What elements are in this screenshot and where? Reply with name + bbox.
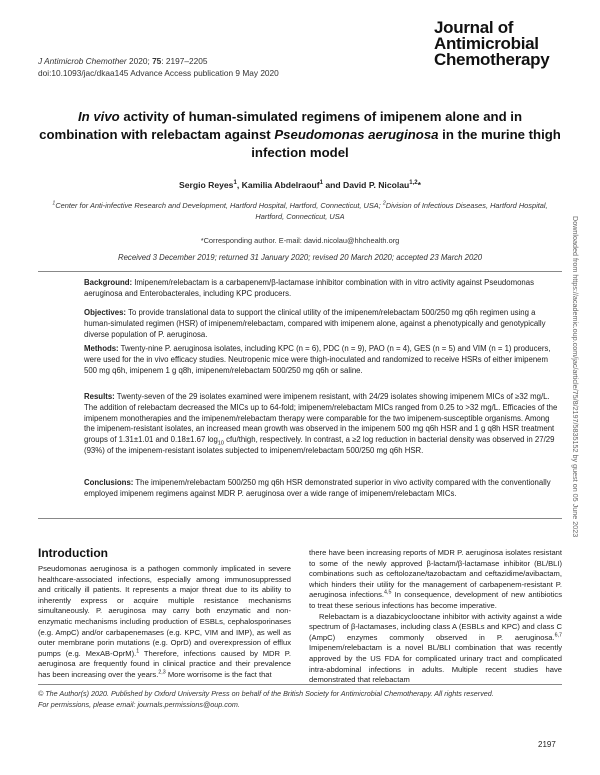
copyright-footer: [38, 688, 562, 710]
body-text: there have been increasing reports of MDR P. aeruginosa isolates resistant to some of the newly approved β-lactam/β-lactamase inhibitor (BL/BLI) combinations such as ceftolozane/tazobactam and ceftazidime/avibactam, which hinders their utility for the management of carbapenem-resistant P. aeruginosa infections.: [309, 548, 562, 600]
author-affil-mark: 1: [319, 180, 323, 187]
abstract-text: cfu/thigh, respectively. In contrast, a ≥2 log reduction in bacterial density was observed in 27/29 (93%) of the imipenem-resistant isolates subjected to imipenem/relebactam 500/250 mg q6h HSR.: [84, 435, 555, 455]
abstract-label: Background:: [84, 278, 133, 287]
abstract-label: Methods:: [84, 344, 119, 353]
title-part: Pseudomonas aeruginosa: [274, 127, 439, 142]
citation-line: [38, 55, 279, 67]
abstract-results: [84, 392, 562, 457]
citation-volume: 75: [152, 56, 162, 66]
affiliation: Division of Infectious Diseases, Hartford Hospital, Hartford, Connecticut, USA: [255, 201, 548, 221]
section-heading: Introduction: [38, 546, 108, 560]
author-name: David P. Nicolau: [343, 180, 410, 190]
citation-ref: 2,3: [158, 669, 166, 676]
received-dates: Received 3 December 2019; returned 31 January 2020; revised 20 March 2020; accepted 23 March 2020: [117, 253, 483, 262]
abstract-label: Objectives:: [84, 308, 127, 317]
body-column-right: [309, 548, 562, 686]
abstract-conclusions: [84, 478, 562, 500]
citation-ref: 6,7: [554, 632, 562, 639]
journal-logo-line: Chemotherapy: [434, 50, 550, 69]
affil-mark: 2: [382, 200, 386, 207]
title-part: in the murine thigh infection model: [251, 127, 561, 160]
abstract-label: Results:: [84, 392, 115, 401]
body-paragraph: [38, 564, 291, 681]
copyright-line: © The Author(s) 2020. Published by Oxford University Press on behalf of the British Society for Antimicrobial Chemotherapy. All rights reserved.: [38, 689, 494, 698]
citation-block: [38, 55, 279, 79]
abstract-text: Twenty-seven of the 29 isolates examined were imipenem resistant, with 24/29 isolates showing imipenem MICs of ≥32 mg/L. The addition of relebactam decreased the MICs up to 64-fold; imipenem/relebactam MICs ranged from 0.25 to >32 mg/L. Efficacies of the imipenem monotherapies and the imipenem/relebactam therapy were comparable for the two imipenem-susceptible organisms. Among the imipenem-resistant isolates, an increased mean growth was observed in the imipenem 500 mg q6h HSR and 1 g q8h HSR treatment groups of 1.31±1.01 and 0.18±1.67 log: [84, 392, 558, 445]
abstract-text: Twenty-nine P. aeruginosa isolates, including KPC (n = 6), PDC (n = 9), PAO (n = 4), GES (n = 5) and VIM (n = 1) producers, were used for the in vivo efficacy studies. Neutropenic mice were thigh-inoculated and randomized to receive HSRs of either imipenem 500 mg q6h, imipenem 1 g q8h, imipenem/relebactam 500/250 mg q6h or saline.: [84, 344, 551, 375]
download-sidebar: [572, 216, 582, 616]
title-part: activity of human-simulated regimens of imipenem alone and in combination with relebactam against: [39, 109, 523, 142]
permissions-line: For permissions, please email: journals.permissions@oup.com.: [38, 700, 240, 709]
affiliations: [38, 200, 562, 222]
divider: [38, 271, 562, 272]
corresponding-author: *Corresponding author. E-mail: david.nicolau@hhchealth.org: [200, 236, 400, 245]
citation-detail: 2020;: [126, 56, 153, 66]
body-text: Relebactam is a diazabicyclooctane inhibitor with activity against a wide spectrum of β-lactamases, including class A (ESBLs and KPC) and class C (AmpC) enzymes commonly observed in P. aeruginosa.: [309, 611, 562, 642]
body-column-left: [38, 564, 291, 681]
author-name: Sergio Reyes: [179, 180, 234, 190]
body-paragraph: [309, 548, 562, 612]
body-text: Therefore, infections caused by MDR P. aeruginosa are frequently found in clinical practice and their prevalence has been increasing over the years.: [38, 648, 291, 679]
abstract-label: Conclusions:: [84, 478, 134, 487]
abstract-text: Imipenem/relebactam is a carbapenem/β-lactamase inhibitor combination with in vitro activity against Pseudomonas aeruginosa and Enterobacterales, including KPC producers.: [84, 278, 534, 298]
affiliation: Center for Anti-infective Research and Development, Hartford Hospital, Hartford, Connecticut, USA;: [55, 201, 383, 210]
citation-ref: 1: [136, 648, 140, 655]
journal-logo: [434, 20, 584, 68]
divider: [38, 684, 562, 685]
abstract-text: The imipenem/relebactam 500/250 mg q6h HSR demonstrated superior in vivo activity compared with the conventionally employed imipenem regimens against MDR P. aeruginosa over a wide range of imipenem/relebactam MICs.: [84, 478, 551, 498]
abstract-objectives: [84, 308, 562, 340]
divider: [38, 518, 562, 519]
download-note: Downloaded from https://academic.oup.com/jac/article/75/8/2197/5835152 by guest on 05 June 2023: [571, 216, 580, 538]
citation-ref: 4,5: [384, 589, 392, 596]
body-paragraph: [309, 612, 562, 686]
citation-journal: J Antimicrob Chemother: [38, 56, 127, 66]
affil-mark: 1: [52, 200, 56, 207]
abstract-text: To provide translational data to support the clinical utility of the imipenem/relebactam 500/250 mg q6h regimen using a human-simulated regimen (HSR) of imipenem/relebactam, compared with imipenem alone, against a phenotypically and genotypically diverse population of P. aeruginosa.: [84, 308, 546, 339]
author-affil-mark: 1: [233, 180, 237, 187]
body-text: More worrisome is the fact that: [165, 669, 272, 679]
author-affil-mark: 1,2: [409, 180, 418, 187]
article-title: [38, 108, 562, 162]
body-text: In consequence, development of new antibiotics to treat these serious infections has become imperative.: [309, 590, 562, 610]
author-name: Kamilia Abdelraouf: [241, 180, 320, 190]
abstract-methods: [84, 344, 562, 376]
journal-logo-line: Antimicrobial: [434, 34, 539, 53]
author-list: Sergio Reyes$^1$, Kamilia Abdelraouf$^1$ and David P. Nicolau$^{1,2}$*: [179, 180, 421, 190]
author-conjunction: and: [322, 180, 344, 190]
corresponding-mark: *: [417, 180, 421, 190]
body-text: Pseudomonas aeruginosa is a pathogen commonly implicated in severe healthcare-associated infections, especially among immunosuppressed and critically ill patients. It represents a major threat due to its ability to inherently express or acquire multiple resistance mechanisms simultaneously. P. aeruginosa may carry both enzymatic and non-enzymatic mechanisms including production of ESBLs, cephalosporinases (e.g. AmpC) and/or carbapenemases (e.g. KPC, VIM and IMP), as well as outer membrane porin mutations (e.g. OprD) and overexpression of efflux pumps (e.g. MexAB-OprM).: [38, 564, 291, 658]
journal-logo-line: Journal of: [434, 18, 514, 37]
citation-pages: : 2197–2205: [161, 56, 208, 66]
title-part: In vivo: [77, 109, 120, 124]
page-number: 2197: [538, 740, 556, 749]
abstract-subscript: 10: [217, 440, 224, 447]
body-text: Imipenem/relebactam is a novel BL/BLI combination that was recently approved by the US FDA for complicated urinary tract and complicated intra-abdominal infections in adults. Multiple recent studies have demonstrated that relebactam: [309, 643, 562, 685]
doi-line: doi:10.1093/jac/dkaa145 Advance Access publication 9 May 2020: [38, 68, 279, 78]
abstract-background: [84, 278, 562, 300]
